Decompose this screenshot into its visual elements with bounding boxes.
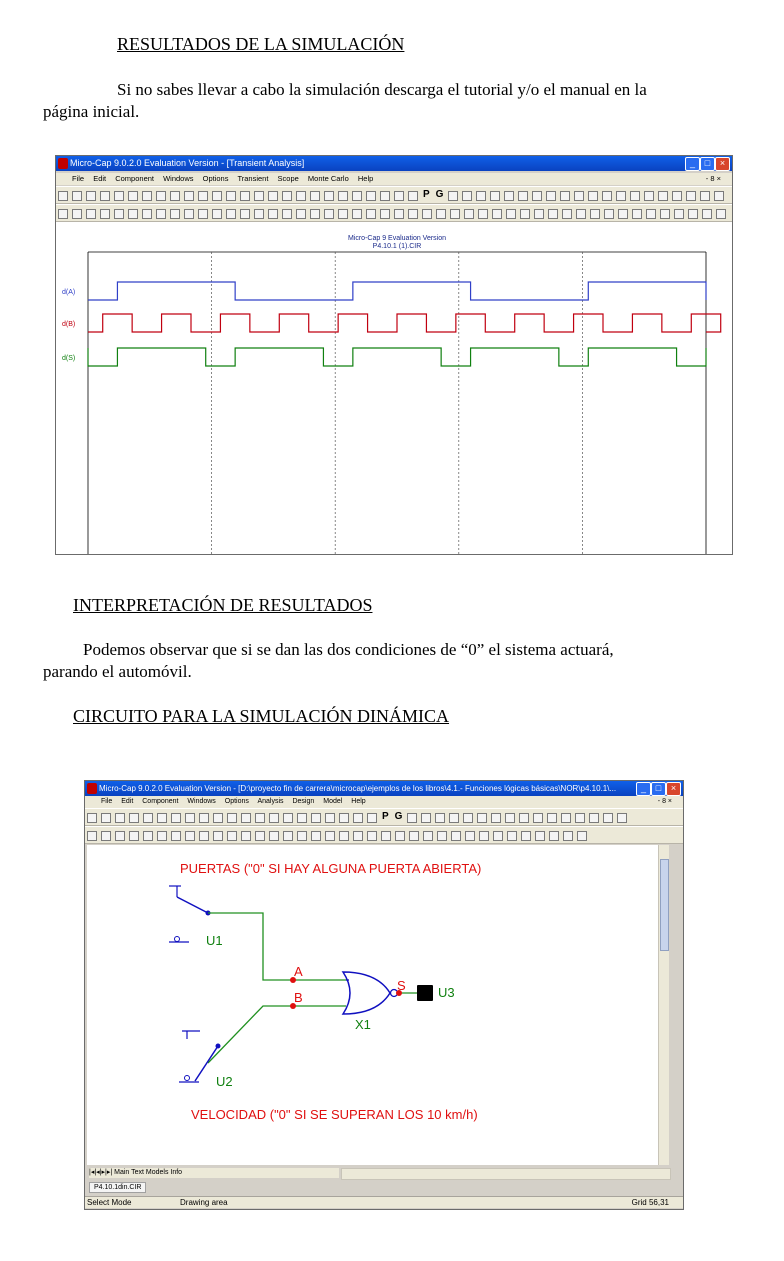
toolbar-button[interactable] [519,813,529,823]
para-interp-line2: parando el automóvil. [43,662,192,681]
toolbar-button[interactable] [464,209,474,219]
menu-component[interactable]: Component [142,798,179,805]
u2-blade [195,1046,218,1081]
toolbar-button[interactable] [617,813,627,823]
toolbar-button[interactable] [521,831,531,841]
menu-help[interactable]: Help [357,174,374,183]
schematic-canvas[interactable] [87,845,669,1165]
toolbar-button[interactable] [199,831,209,841]
menu-file[interactable]: File [72,174,85,183]
label-a: A [294,964,303,979]
scrollbar-thumb[interactable] [660,859,669,951]
toolbar-button[interactable] [115,813,125,823]
toolbar-button[interactable] [87,831,97,841]
toolbar-button[interactable] [353,831,363,841]
window-title: Micro-Cap 9.0.2.0 Evaluation Version - [D:\proyecto fin de carrera\microcap\ejemplos de los libros\4.1.- Funciones lógicas básicas\NOR\p4.10.1\... [99,784,617,793]
minimize-button[interactable]: _ [636,782,651,796]
toolbar-button[interactable] [380,191,390,201]
plot-header-1: Micro-Cap 9 Evaluation Version [347,235,447,242]
signal-label: d(A) [62,289,76,296]
main-toolbar [56,186,732,204]
toolbar-button[interactable] [505,813,515,823]
toolbar-button[interactable] [185,831,195,841]
menu-windows[interactable]: Windows [187,798,216,805]
menu-windows[interactable]: Windows [163,174,194,183]
toolbar-button[interactable] [352,191,362,201]
toolbar-button[interactable] [478,209,488,219]
label-b: B [294,990,303,1005]
toolbar-button[interactable] [170,191,180,201]
toolbar-button[interactable] [338,191,348,201]
toolbar-button[interactable] [297,813,307,823]
toolbar-button[interactable] [563,831,573,841]
toolbar-button[interactable] [115,831,125,841]
para-results-line1: Si no sabes llevar a cabo la simulación descarga el tutorial y/o el manual en la [117,80,647,99]
app-icon [87,783,97,794]
toolbar-button[interactable] [437,831,447,841]
menu-model[interactable]: Model [323,798,343,805]
wire-b [208,1006,346,1063]
toolbar-button[interactable] [254,191,264,201]
toolbar-button[interactable] [408,209,418,219]
toolbar-button[interactable] [408,191,418,201]
menu-help[interactable]: Help [351,798,366,805]
toolbar-button[interactable] [198,191,208,201]
toolbar-button[interactable] [213,831,223,841]
toolbar-button[interactable] [339,813,349,823]
sheet-tabs[interactable] [89,1168,339,1178]
toolbar-button[interactable] [171,813,181,823]
toolbar-button[interactable] [268,209,278,219]
toolbar-button[interactable] [129,813,139,823]
toolbar-button[interactable] [72,209,82,219]
menu-monte-carlo[interactable]: Monte Carlo [307,174,349,183]
toolbar-button[interactable] [604,209,614,219]
toolbar-button[interactable] [283,831,293,841]
status-area: Drawing area [180,1198,228,1207]
toolbar-button[interactable] [296,191,306,201]
u2-pivot [216,1044,221,1049]
app-icon [58,158,68,169]
toolbar-button[interactable] [72,191,82,201]
menu-bar [56,173,732,185]
toolbar-button[interactable] [448,191,458,201]
sheet-tab-list[interactable]: Main Text Models Info [114,1169,183,1176]
menu-options[interactable]: Options [202,174,229,183]
toolbar-button[interactable] [490,191,500,201]
toolbar-button[interactable] [562,209,572,219]
toolbar-button[interactable] [534,209,544,219]
toolbar-button[interactable] [449,813,459,823]
label-velocidad: VELOCIDAD ("0" SI SE SUPERAN LOS 10 km/h) [191,1107,478,1122]
toolbar-button[interactable] [58,191,68,201]
mdi-controls[interactable]: - 8 × [657,798,672,805]
label-u1: U1 [206,933,223,948]
heading-interpretation: INTERPRETACIÓN DE RESULTADOS [73,595,373,615]
minimize-button[interactable]: _ [685,157,700,171]
toolbar-button[interactable] [366,209,376,219]
toolbar-button[interactable] [394,191,404,201]
toolbar-button[interactable] [518,191,528,201]
toolbar-button[interactable] [576,209,586,219]
toolbar-button[interactable] [574,191,584,201]
u3-indicator [417,985,433,1001]
toolbar-button[interactable] [156,191,166,201]
toolbar-button[interactable] [156,209,166,219]
toolbar-button[interactable] [254,209,264,219]
toolbar-button[interactable] [520,209,530,219]
toolbar-button[interactable] [630,191,640,201]
menu-options[interactable]: Options [224,798,249,805]
signal-label: d(S) [62,355,76,362]
waveform-ds [88,348,706,366]
u1-blade [177,897,208,913]
toolbar-button[interactable] [170,209,180,219]
toolbar-button[interactable] [100,209,110,219]
status-bar [85,1196,683,1208]
main-toolbar [85,808,683,826]
toolbar-button[interactable] [199,813,209,823]
status-grid: Grid 56,31 [631,1198,669,1207]
toolbar-button[interactable] [339,831,349,841]
toolbar-button[interactable] [590,209,600,219]
toolbar-button[interactable] [143,831,153,841]
maximize-button[interactable]: □ [700,157,715,171]
heading-dynamic: CIRCUITO PARA LA SIMULACIÓN DINÁMICA [73,706,450,726]
toolbar-button[interactable] [407,813,417,823]
toolbar-button[interactable] [658,191,668,201]
toolbar-button[interactable] [560,191,570,201]
plot-header-2: P4.10.1 (1).CIR [372,243,422,250]
toolbar-button[interactable] [87,813,97,823]
title-bar[interactable] [56,156,732,171]
toolbar-button[interactable] [283,813,293,823]
title-bar[interactable] [85,781,683,796]
toolbar-button[interactable] [184,191,194,201]
toolbar-button[interactable] [463,813,473,823]
toolbar-button[interactable] [450,209,460,219]
toolbar-button[interactable] [213,813,223,823]
toolbar-button[interactable] [493,831,503,841]
toolbar-button[interactable] [227,813,237,823]
toolbar-button[interactable] [101,813,111,823]
toolbar-button[interactable] [588,191,598,201]
toolbar-button[interactable] [436,209,446,219]
toolbar-text-button[interactable]: G [435,189,444,200]
label-puertas: PUERTAS ("0" SI HAY ALGUNA PUERTA ABIERTA) [180,861,482,876]
toolbar-button[interactable] [297,831,307,841]
toolbar-button[interactable] [58,209,68,219]
toolbar-button[interactable] [353,813,363,823]
toolbar-button[interactable] [310,209,320,219]
toolbar-button[interactable] [184,209,194,219]
close-button[interactable]: × [715,157,730,171]
toolbar-button[interactable] [589,813,599,823]
toolbar-button[interactable] [477,813,487,823]
toolbar-button[interactable] [240,191,250,201]
close-button[interactable]: × [666,782,681,796]
toolbar-button[interactable] [241,813,251,823]
nor-gate [343,972,390,1014]
toolbar-button[interactable] [352,209,362,219]
heading-results: RESULTADOS DE LA SIMULACIÓN [117,34,405,54]
toolbar-button[interactable] [381,831,391,841]
toolbar-button[interactable] [409,831,419,841]
maximize-button[interactable]: □ [651,782,666,796]
toolbar-button[interactable] [100,191,110,201]
toolbar-button[interactable] [101,831,111,841]
toolbar-button[interactable] [227,831,237,841]
toolbar-button[interactable] [532,191,542,201]
toolbar-button[interactable] [268,191,278,201]
toolbar-button[interactable] [561,813,571,823]
menu-edit[interactable]: Edit [121,798,134,805]
toolbar-button[interactable] [128,209,138,219]
waveform-da [88,282,706,300]
toolbar-button[interactable] [451,831,461,841]
waveform-plot[interactable] [56,222,732,554]
menu-analysis[interactable]: Analysis [257,798,284,805]
toolbar-button[interactable] [269,831,279,841]
toolbar-button[interactable] [674,209,684,219]
toolbar-button[interactable] [198,209,208,219]
toolbar-button[interactable] [618,209,628,219]
toolbar-button[interactable] [142,191,152,201]
window-title: Micro-Cap 9.0.2.0 Evaluation Version - [Transient Analysis] [70,158,305,168]
waveform-db [88,314,721,332]
toolbar-button[interactable] [324,209,334,219]
toolbar-button[interactable] [114,209,124,219]
schematic-window [84,780,684,1210]
toolbar-button[interactable] [462,191,472,201]
signal-label: d(B) [62,321,76,328]
toolbar-button[interactable] [546,191,556,201]
toolbar-button[interactable] [129,831,139,841]
toolbar-button[interactable] [296,209,306,219]
label-u2: U2 [216,1074,233,1089]
toolbar-button[interactable] [716,209,726,219]
file-tab[interactable]: P4.10.1din.CIR [89,1182,146,1193]
label-x1: X1 [355,1017,371,1032]
para-interp-line1: Podemos observar que si se dan las dos condiciones de “0” el sistema actuará, [83,640,614,659]
toolbar-button[interactable] [616,191,626,201]
toolbar-button[interactable] [492,209,502,219]
toolbar-button[interactable] [714,191,724,201]
toolbar-button[interactable] [171,831,181,841]
wire-a [208,913,346,980]
toolbar-button[interactable] [686,191,696,201]
toolbar-button[interactable] [157,813,167,823]
toolbar-button[interactable] [310,191,320,201]
analysis-toolbar [56,204,732,222]
toolbar-button[interactable] [421,813,431,823]
toolbar-button[interactable] [632,209,642,219]
toolbar-button[interactable] [240,209,250,219]
toolbar-button[interactable] [282,209,292,219]
drawing-toolbar [85,826,683,844]
vertical-scrollbar[interactable] [658,845,669,1165]
toolbar-button[interactable] [325,813,335,823]
toolbar-button[interactable] [185,813,195,823]
toolbar-button[interactable] [491,813,501,823]
toolbar-button[interactable] [506,209,516,219]
toolbar-button[interactable] [255,831,265,841]
menu-design[interactable]: Design [292,798,315,805]
status-mode: Select Mode [87,1198,132,1207]
menu-scope[interactable]: Scope [277,174,299,183]
toolbar-button[interactable] [577,831,587,841]
toolbar-button[interactable] [255,813,265,823]
menu-bar [85,796,683,808]
toolbar-button[interactable] [465,831,475,841]
toolbar-button[interactable] [395,831,405,841]
toolbar-button[interactable] [269,813,279,823]
toolbar-button[interactable] [688,209,698,219]
toolbar-button[interactable] [86,209,96,219]
toolbar-button[interactable] [142,209,152,219]
toolbar-button[interactable] [366,191,376,201]
label-s: S [397,978,406,993]
toolbar-button[interactable] [380,209,390,219]
menu-edit[interactable]: Edit [93,174,107,183]
toolbar-button[interactable] [547,813,557,823]
toolbar-button[interactable] [86,191,96,201]
toolbar-button[interactable] [435,813,445,823]
toolbar-text-button[interactable]: P [423,189,430,200]
toolbar-button[interactable] [548,209,558,219]
toolbar-button[interactable] [646,209,656,219]
toolbar-button[interactable] [549,831,559,841]
toolbar-button[interactable] [702,209,712,219]
toolbar-button[interactable] [212,209,222,219]
toolbar-button[interactable] [504,191,514,201]
toolbar-button[interactable] [324,191,334,201]
toolbar-button[interactable] [660,209,670,219]
toolbar-button[interactable] [338,209,348,219]
toolbar-button[interactable] [476,191,486,201]
menu-component[interactable]: Component [115,174,154,183]
toolbar-text-button[interactable]: G [394,811,403,822]
toolbar-button[interactable] [311,813,321,823]
toolbar-button[interactable] [241,831,251,841]
waveform-svg [56,222,732,554]
menu-transient[interactable]: Transient [237,174,269,183]
toolbar-button[interactable] [507,831,517,841]
u1-open-contact [175,937,180,942]
toolbar-button[interactable] [282,191,292,201]
toolbar-button[interactable] [143,813,153,823]
toolbar-button[interactable] [226,209,236,219]
toolbar-button[interactable] [226,191,236,201]
schematic-svg [87,845,669,1165]
tab-nav-icon[interactable]: |◂|◂|▸|▸| [89,1169,113,1176]
toolbar-button[interactable] [422,209,432,219]
toolbar-button[interactable] [602,191,612,201]
menu-file[interactable]: File [101,798,113,805]
toolbar-button[interactable] [325,831,335,841]
toolbar-button[interactable] [644,191,654,201]
transient-analysis-window [55,155,733,555]
u2-open-contact [185,1076,190,1081]
toolbar-button[interactable] [311,831,321,841]
toolbar-button[interactable] [367,831,377,841]
para-results-line2: página inicial. [43,102,140,121]
horizontal-scrollbar[interactable] [341,1168,671,1180]
toolbar-button[interactable] [114,191,124,201]
toolbar-button[interactable] [700,191,710,201]
toolbar-button[interactable] [603,813,613,823]
toolbar-button[interactable] [394,209,404,219]
toolbar-button[interactable] [367,813,377,823]
toolbar-text-button[interactable]: P [382,811,389,822]
toolbar-button[interactable] [212,191,222,201]
toolbar-button[interactable] [575,813,585,823]
toolbar-button[interactable] [533,813,543,823]
label-u3: U3 [438,985,455,1000]
toolbar-button[interactable] [535,831,545,841]
toolbar-button[interactable] [128,191,138,201]
toolbar-button[interactable] [479,831,489,841]
toolbar-button[interactable] [672,191,682,201]
toolbar-button[interactable] [157,831,167,841]
toolbar-button[interactable] [423,831,433,841]
mdi-controls[interactable]: - 8 × [705,174,721,183]
